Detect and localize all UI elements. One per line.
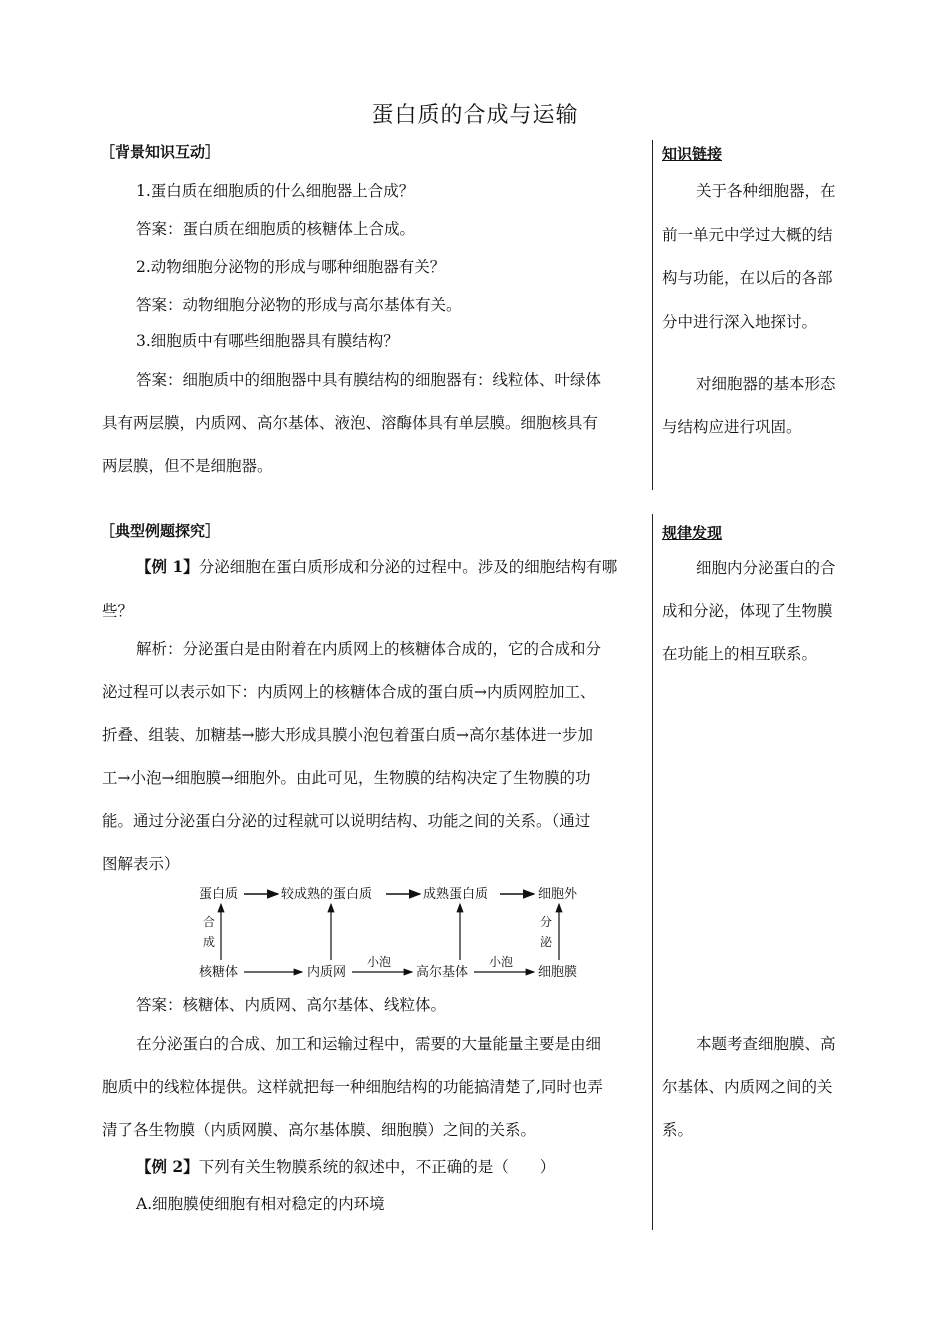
node-mature-protein-partial: 较成熟的蛋白质 xyxy=(281,887,373,902)
sidebar-text: 成和分泌，体现了生物膜 xyxy=(662,602,833,620)
question-1: 1.蛋白质在细胞质的什么细胞器上合成？ xyxy=(136,182,415,200)
node-ribosome: 核糖体 xyxy=(199,965,239,980)
sidebar-text: 与结构应进行巩固。 xyxy=(662,418,802,436)
question-2: 2.动物细胞分泌物的形成与哪种细胞器有关？ xyxy=(136,258,446,276)
analysis-line-5: 能。通过分泌蛋白分泌的过程就可以说明结构、功能之间的关系。（通过 xyxy=(102,812,591,830)
page-title: 蛋白质的合成与运输 xyxy=(371,103,579,128)
sidebar-text: 本题考查细胞膜、高 xyxy=(696,1035,836,1053)
option-a: A.细胞膜使细胞有相对稳定的内环境 xyxy=(136,1195,385,1213)
energy-line-3: 清了各生物膜（内质网膜、高尔基体膜、细胞膜）之间的关系。 xyxy=(102,1121,537,1139)
column-divider-bottom xyxy=(652,514,653,1230)
example-1-cont: 些？ xyxy=(102,602,134,620)
label-vesicle: 小泡 xyxy=(367,955,392,969)
sidebar-text: 尔基体、内质网之间的关 xyxy=(662,1078,833,1096)
node-extracellular: 细胞外 xyxy=(538,887,578,902)
sidebar-text: 对细胞器的基本形态 xyxy=(696,375,836,393)
sidebar-text: 在功能上的相互联系。 xyxy=(662,645,818,663)
label-vesicle: 小泡 xyxy=(489,955,514,969)
example-1-text: 分泌细胞在蛋白质形成和分泌的过程中。涉及的细胞结构有哪 xyxy=(198,558,618,576)
column-divider-top xyxy=(652,140,653,490)
sidebar-text: 前一单元中学过大概的结 xyxy=(662,226,833,244)
example-2 xyxy=(136,1157,555,1177)
answer-1: 答案：蛋白质在细胞质的核糖体上合成。 xyxy=(136,220,416,238)
label-synthesis: 合 xyxy=(203,915,216,929)
sidebar-heading-rule-discovery: 规律发现 xyxy=(662,524,723,542)
answer-3-line-1: 答案：细胞质中的细胞器中具有膜结构的细胞器有：线粒体、叶绿体 xyxy=(136,371,602,389)
question-3: 3.细胞质中有哪些细胞器具有膜结构？ xyxy=(136,332,399,350)
sidebar-text: 分中进行深入地探讨。 xyxy=(662,313,818,331)
label-secretion: 泌 xyxy=(540,935,553,949)
answer-3-line-3: 两层膜，但不是细胞器。 xyxy=(102,457,273,475)
label-secretion: 分 xyxy=(540,915,553,929)
analysis-line-4: 工→小泡→细胞膜→细胞外。由此可见，生物膜的结构决定了生物膜的功 xyxy=(102,769,591,787)
answer-2: 答案：动物细胞分泌物的形成与高尔基体有关。 xyxy=(136,296,462,314)
analysis-line-2: 泌过程可以表示如下：内质网上的核糖体合成的蛋白质→内质网腔加工、 xyxy=(102,683,596,701)
analysis-line-3: 折叠、组装、加糖基→膨大形成具膜小泡包着蛋白质→高尔基体进一步加 xyxy=(102,726,593,744)
sidebar-text: 关于各种细胞器，在 xyxy=(696,182,836,200)
node-protein: 蛋白质 xyxy=(199,887,239,902)
example-1-answer: 答案：核糖体、内质网、高尔基体、线粒体。 xyxy=(136,996,447,1014)
energy-line-1: 在分泌蛋白的合成、加工和运输过程中，需要的大量能量主要是由细 xyxy=(136,1035,602,1053)
node-cell-membrane: 细胞膜 xyxy=(538,965,578,980)
example-2-label: 【例 2】 xyxy=(136,1157,199,1176)
label-synthesis: 成 xyxy=(203,935,216,949)
node-golgi: 高尔基体 xyxy=(416,965,469,980)
example-2-text: 下列有关生物膜系统的叙述中，不正确的是（ ） xyxy=(198,1158,556,1176)
section-heading-examples: ［典型例题探究］ xyxy=(100,522,221,540)
node-er: 内质网 xyxy=(307,965,347,980)
energy-line-2: 胞质中的线粒体提供。这样就把每一种细胞结构的功能搞清楚了,同时也弄 xyxy=(102,1078,603,1096)
node-mature-protein: 成熟蛋白质 xyxy=(423,887,489,902)
example-1-label: 【例 1】 xyxy=(136,557,199,576)
secretion-flow-diagram xyxy=(190,880,600,988)
example-1 xyxy=(136,557,617,577)
sidebar-text: 系。 xyxy=(662,1121,694,1139)
sidebar-heading-knowledge-link: 知识链接 xyxy=(662,145,723,163)
sidebar-text: 构与功能，在以后的各部 xyxy=(662,269,833,287)
analysis-line-1: 解析：分泌蛋白是由附着在内质网上的核糖体合成的，它的合成和分 xyxy=(136,640,602,658)
answer-3-line-2: 具有两层膜，内质网、高尔基体、液泡、溶酶体具有单层膜。细胞核具有 xyxy=(102,414,599,432)
section-heading-background: ［背景知识互动］ xyxy=(100,143,221,161)
sidebar-text: 细胞内分泌蛋白的合 xyxy=(696,559,836,577)
analysis-line-6: 图解表示） xyxy=(102,855,180,873)
